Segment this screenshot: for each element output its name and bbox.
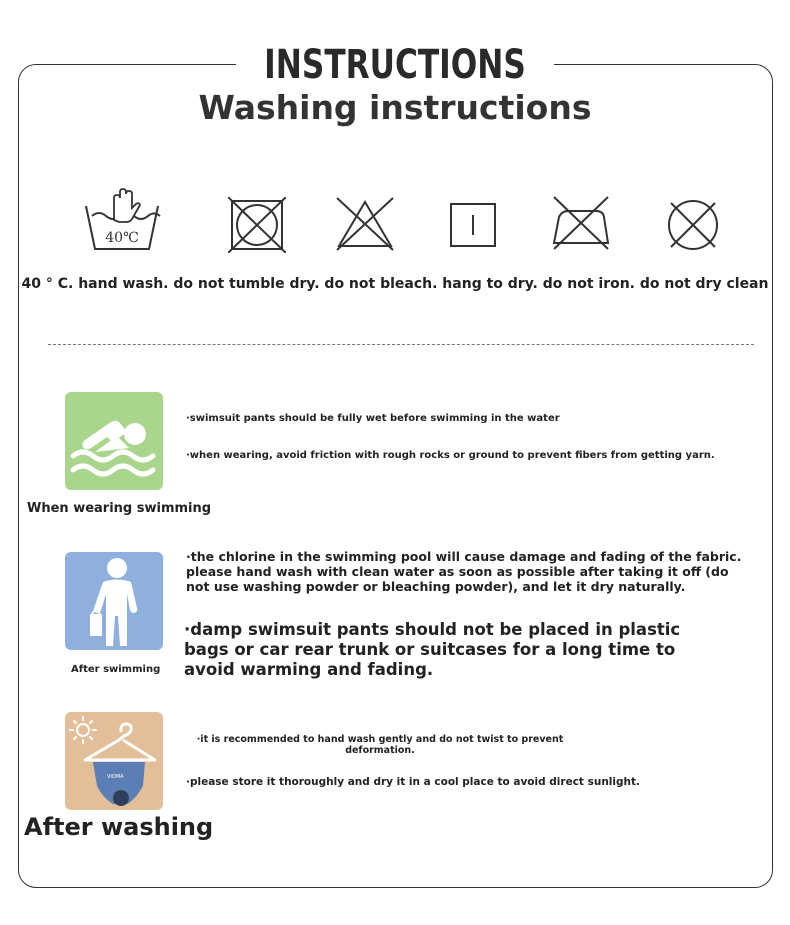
wash-temperature-label: 40℃: [105, 230, 139, 246]
after-swimming-tile: [65, 552, 163, 650]
swimmer-icon: [65, 392, 163, 490]
hang-to-dry-icon: [449, 202, 497, 248]
after-swimming-note-2: ·damp swimsuit pants should not be placed in plastic bags or car rear trunk or suitcases for a long time to avoid warming and fading.: [184, 620, 681, 679]
wearing-note-2: ·when wearing, avoid friction with rough rocks or ground to prevent fibers from getting yarn.: [186, 450, 715, 461]
swimming-tile: [65, 392, 163, 490]
wearing-note-1: ·swimsuit pants should be fully wet before swimming in the water: [186, 413, 560, 424]
section-label-after-washing: After washing: [24, 813, 214, 841]
hanger-sun-icon: [65, 712, 163, 810]
section-label-wearing: When wearing swimming: [27, 501, 212, 516]
after-swimming-note-1: ·the chlorine in the swimming pool will cause damage and fading of the fabric. please hand wash with clean water as soon as possible after taking it off (do not use washing powder or bleaching powder), and let it dry naturally.: [186, 549, 742, 594]
do-not-dry-clean-icon: [665, 197, 721, 253]
after-washing-note-1: ·it is recommended to hand wash gently and do not twist to prevent deformation.: [196, 734, 564, 756]
do-not-iron-icon: [550, 195, 612, 251]
section-divider: [48, 344, 754, 345]
do-not-bleach-icon: [335, 196, 395, 252]
after-washing-tile: [65, 712, 163, 810]
page-title: INSTRUCTIONS: [264, 42, 526, 88]
person-with-bucket-icon: [65, 552, 163, 650]
hand-wash-icon: [83, 186, 161, 254]
page-subtitle: Washing instructions: [198, 88, 592, 127]
after-washing-note-2: ·please store it thoroughly and dry it in a cool place to avoid direct sunlight.: [186, 776, 641, 788]
care-instructions-text: 40 ° C. hand wash. do not tumble dry. do not bleach. hang to dry. do not iron. do not dry clean: [21, 276, 769, 292]
do-not-tumble-dry-icon: [228, 197, 286, 253]
garment-tag: VIOMA: [107, 774, 124, 780]
section-label-after-swimming: After swimming: [71, 664, 161, 675]
